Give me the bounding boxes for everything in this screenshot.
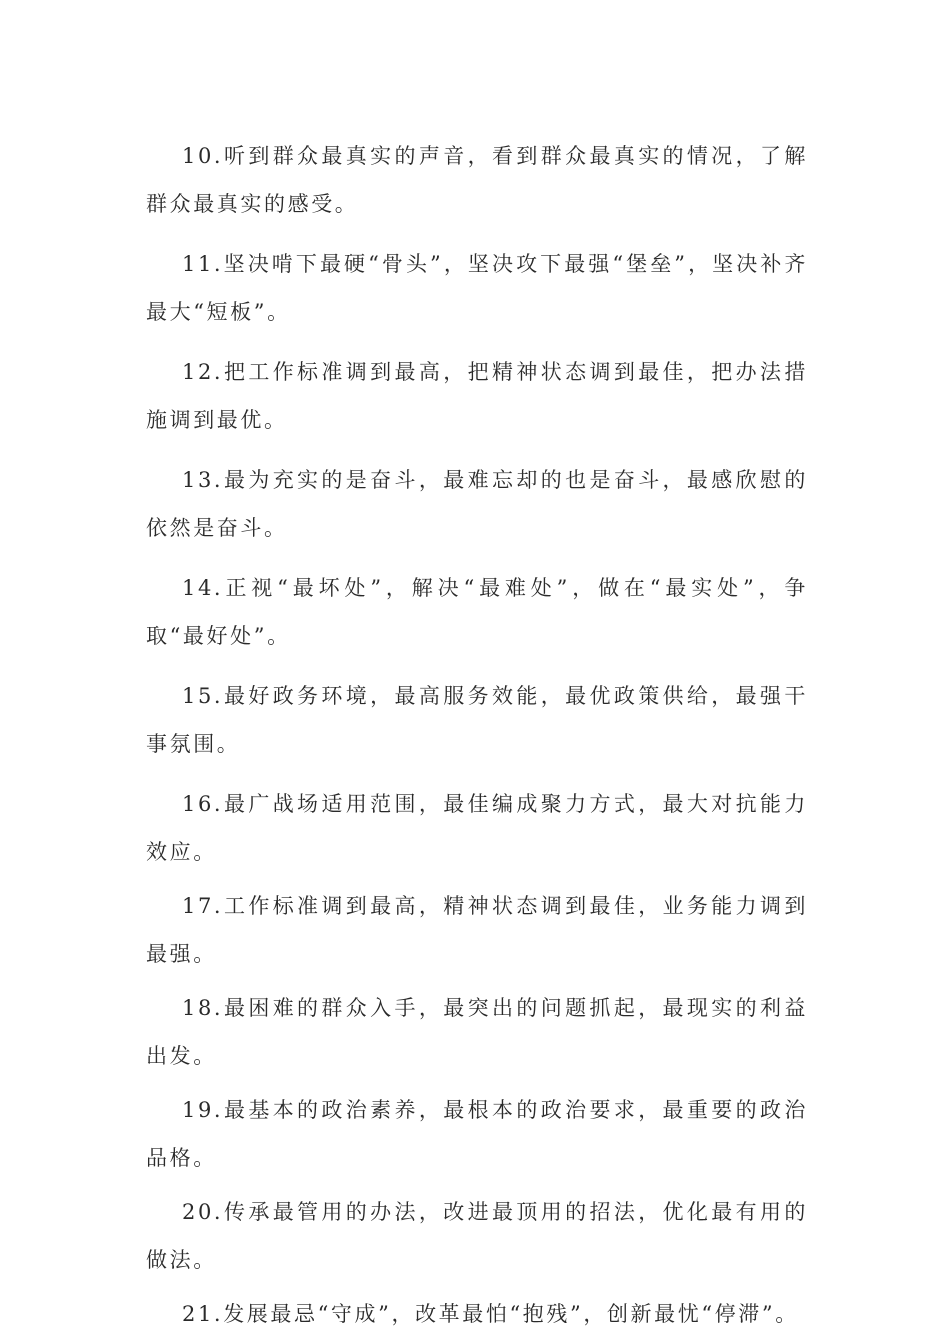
list-item-15: 15.最好政务环境，最高服务效能，最优政策供给，最强干事氛围。 — [146, 684, 808, 756]
list-item-14: 14.正视“最坏处”，解决“最难处”，做在“最实处”，争取“最好处”。 — [146, 576, 808, 648]
list-item-11: 11.坚决啃下最硬“骨头”，坚决攻下最强“堡垒”，坚决补齐最大“短板”。 — [146, 252, 808, 324]
document-body — [146, 132, 808, 1344]
list-item-10: 10.听到群众最真实的声音，看到群众最真实的情况，了解群众最真实的感受。 — [146, 144, 808, 216]
list-item-18: 18.最困难的群众入手，最突出的问题抓起，最现实的利益出发。 — [146, 996, 808, 1068]
list-item-13: 13.最为充实的是奋斗，最难忘却的也是奋斗，最感欣慰的依然是奋斗。 — [146, 468, 808, 540]
list-item-21: 21.发展最忌“守成”，改革最怕“抱残”，创新最忧“停滞”。 — [182, 1302, 799, 1326]
list-item-16: 16.最广战场适用范围，最佳编成聚力方式，最大对抗能力效应。 — [146, 792, 808, 864]
list-item-20: 20.传承最管用的办法，改进最顶用的招法，优化最有用的做法。 — [146, 1200, 808, 1272]
list-item-17: 17.工作标准调到最高，精神状态调到最佳，业务能力调到最强。 — [146, 894, 808, 966]
list-item-12: 12.把工作标准调到最高，把精神状态调到最佳，把办法措施调到最优。 — [146, 360, 808, 432]
list-item-19: 19.最基本的政治素养，最根本的政治要求，最重要的政治品格。 — [146, 1098, 808, 1170]
